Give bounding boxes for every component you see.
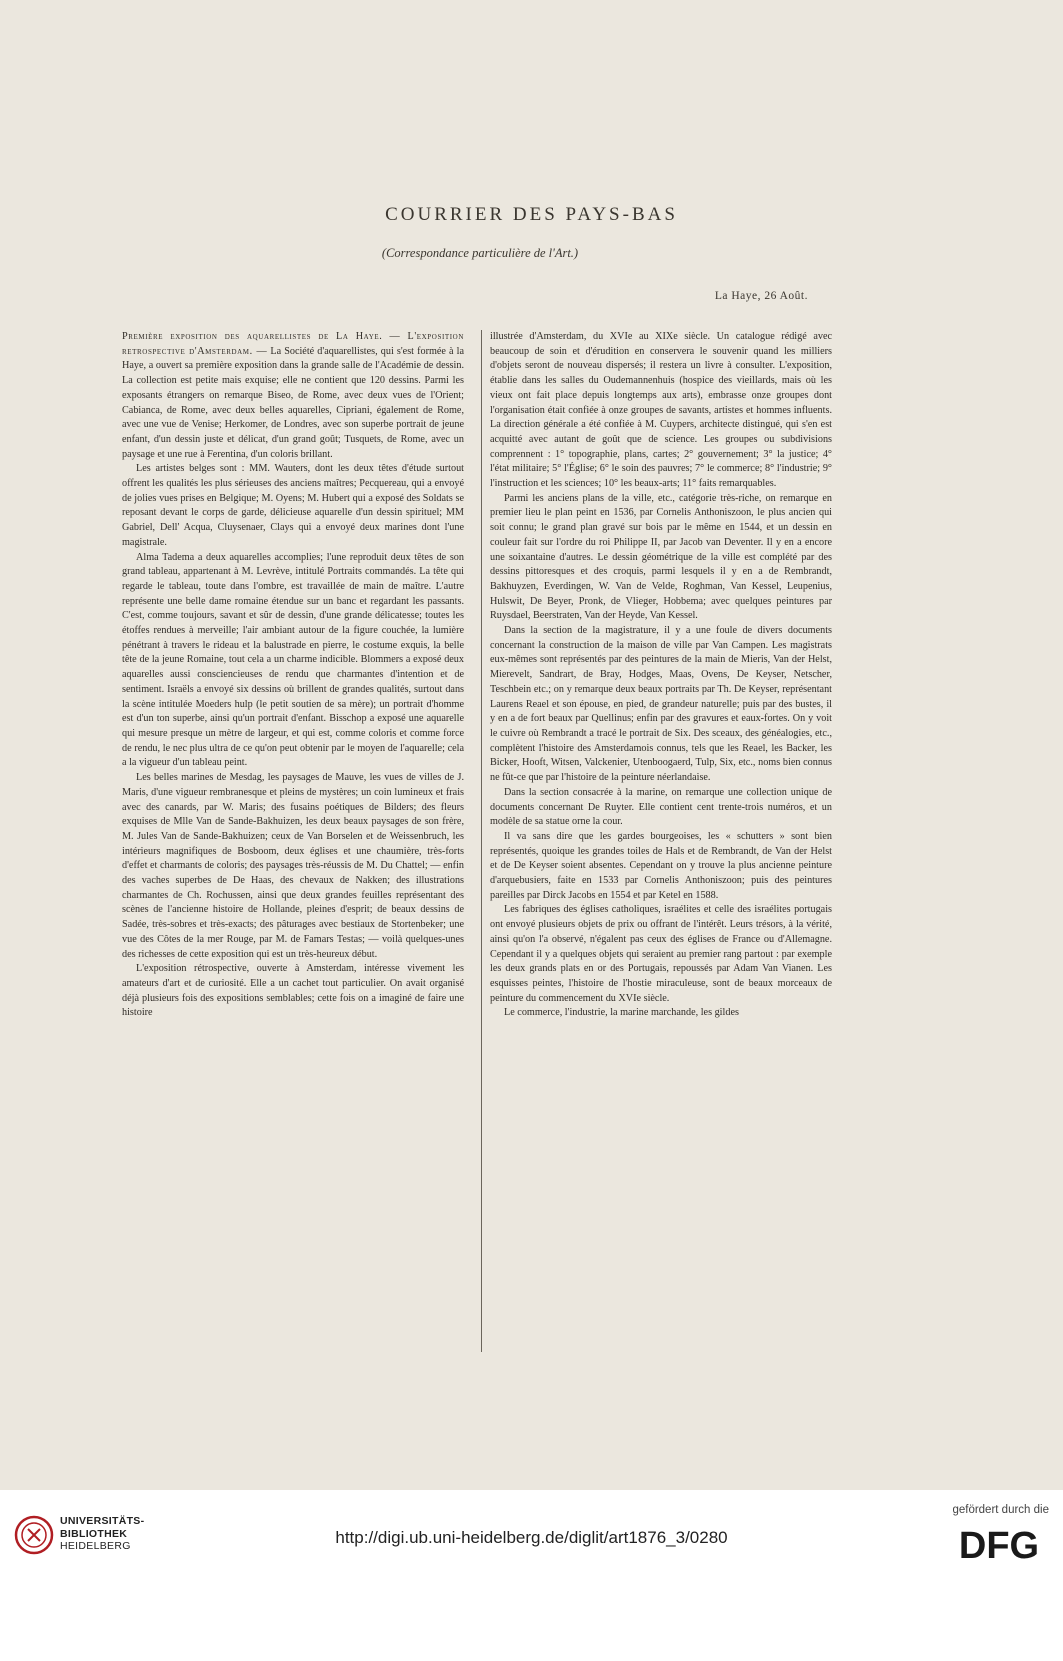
library-name-line: BIBLIOTHEK	[60, 1527, 128, 1540]
paragraph: Parmi les anciens plans de la ville, etc., catégorie très-riche, on remarque en premier lieu le plan peint en 1536, par Cornelis Anthoniszoon, le plus ancien qui soit connu; le grand plan gravé sur bois par le même en 1544, et un dessin en couleur fait sur l'ordre du roi Philippe II, par Jacob van Deventer. Il y en a encore une soixantaine d'autres. Le dessin géométrique de la ville est complété par des dessins pittoresques et des croquis, parmi lesquels il y en a de Rembrandt, Bakhuyzen, Everdingen, W. Van de Velde, Roghman, Van Kessel, Leupenius, Hulswit, De Beyer, Pronk, de Vlieger, Hobbema; avec quelques peintures par Ruysdael, Beerstraten, Van der Heyde, Van Kessel.	[490, 492, 832, 622]
paragraph: Dans la section consacrée à la marine, on remarque une collection unique de documents concernant De Ruyter. Elle contient cent trente-trois numéros, et un modèle de sa statue orne la cour.	[490, 786, 832, 828]
paragraph: Dans la section de la magistrature, il y a une foule de divers documents concernant la construction de la maison de ville par Van Campen. Les magistrats eux-mêmes sont représentés par des peintures de la main de Mieris, Van der Helst, Mierevelt, Sandrart, de Bray, Hodges, Maas, Ovens, De Keyser, Netscher, Teschbein etc.; on y remarque deux beaux portraits par Th. De Keyser, représentant Laurens Reael et son épouse, en pied, de grandeur naturelle; puis par des bustes, il y en a de fort beaux par Quellinus; enfin par des gravures et eaux-fortes. On y voit le cuivre où Rembrandt a tracé le portrait de Six. Des sceaux, des généalogies, etc., complètent l'histoire des Amsterdamois connus, tels que les Reael, les Backer, les Bicker, Hooft, Witsen, Valckenier, Utenboogaerd, Tulp, Six, etc., noms bien connus ne fût-ce que par l'histoire de la peinture néerlandaise.	[490, 625, 832, 784]
paragraph-text: La Société d'aquarellistes, qui s'est formée à la Haye, a ouvert sa première exposition dans la grande salle de l'Académie de dessin. La collection est petite mais exquise; elle ne contient que 120 dessins. Parmi les exposants étrangers on remarque Biseo, de Rome, avec deux vues de l'Orient; Cabianca, de Rome, avec deux belles aquarelles, Cipriani, également de Rome, avec une vue de Venise; Herkomer, de Londres, avec son superbe portrait de jeune enfant, d'un dessin juste et délicat, d'un grand goût; Tusquets, de Rome, avec un paysage et une rue à Ferentina, d'un coloris brillant.	[122, 345, 464, 460]
paragraph: L'exposition rétrospective, ouverte à Amsterdam, intéresse vivement les amateurs d'art et de curiosité. Elle a un cachet tout particulier. On avait organisé déjà plusieurs fois des expositions semblables; cette fois on a imaginé de faire une histoire	[122, 963, 464, 1019]
paragraph: illustrée d'Amsterdam, du XVIe au XIXe siècle. Un catalogue rédigé avec beaucoup de soin et d'érudition en conservera le souvenir quand les milliers d'objets seront de nouveau dispersés; il restera un livre à consulter. L'exposition, établie dans les salles du Oudemannenhuis (hospice des vieillards, mais où les vieux ont fait place depuis longtemps aux arts), embrasse onze groupes dont l'organisation était confiée à onze groupes de savants, artistes et hommes influents. La direction générale a été confiée à M. Cuypers, architecte distingué, qui s'en est acquitté avec autant de goût que de science. Les groupes ou subdivisions comprennent : 1° topographie, plans, cartes; 2° gouvernement; 3° la justice; 4° l'état militaire; 5° l'Église; 6° le soin des pauvres; 7° le commerce; 8° l'industrie; 9° l'instruction et les sciences; 10° les beaux-arts; 11° faits remarquables.	[490, 331, 832, 490]
paragraph: Les fabriques des églises catholiques, israélites et celle des israélites portugais ont envoyé plusieurs objets de prix ou offrant de l'intérêt. Leurs trésors, à la vérité, ainsi qu'on l'a observé, n'égalent pas ceux des églises de France ou d'Allemagne. Cependant il y a quelques objets qui seraient au premier rang partout : par exemple les deux grands plats en or des Portugais, repoussés par Adam Van Vianen. Les esquisses peintes, l'histoire de l'hostie miraculeuse, sont de beaux morceaux de peinture du commencement du XVIe siècle.	[490, 904, 832, 1004]
funding-text: gefördert durch die	[952, 1504, 1049, 1516]
article-subtitle: (Correspondance particulière de l'Art.)	[381, 246, 579, 260]
library-name-line: UNIVERSITÄTS-	[60, 1515, 145, 1527]
paragraph	[122, 330, 464, 462]
paragraph: Il va sans dire que les gardes bourgeoises, les « schutters » sont bien représentés, quoique les grandes toiles de Hals et de Rembrandt, de Van der Helst et de De Keyser soient absentes. Cependant on y trouve la plus ancienne peinture d'arquebusiers, faite en 1533 par Cornelis Anthoniszoon; puis des peintures pareilles par Dirck Jacobs en 1554 et par Ketel en 1588.	[490, 830, 832, 901]
paragraph: Le commerce, l'industrie, la marine marchande, les gildes	[504, 1007, 739, 1019]
paragraph: Les belles marines de Mesdag, les paysages de Mauve, les vues de villes de J. Maris, d'une vigueur rembranesque et pleins de mystères; un coin lumineux et frais avec des canards, par W. Maris; des fusains poétiques de Bilders; des fleurs exquises de Mlle Van de Sande-Bakhuizen, les deux beaux paysages de son frère, M. Jules Van de Sande-Bakhuizen; ceux de Van Borselen et de Weissenbruch, les intérieurs magnifiques de Bosboom, deux églises et une chaumière, très-forts d'effet et charmants de coloris; des paysages très-réussis de M. Du Chattel; — enfin des vaches superbes de De Haas, des chevaux de Nakken; des illustrations charmantes de Ch. Rochussen, ainsi que deux grandes feuilles représentant des scènes de l'ancienne histoire de Hollande, pleines d'esprit; de beaux dessins de Sadée, très-sobres et très-exacts; des pâturages avec bestiaux de Stortenbeker; une vue des Côtes de la mer Rouge, par M. de Famars Testas; — voilà quelques-unes des richesses de cette exposition qui est un très-heureux début.	[122, 772, 464, 960]
section-heading: Première exposition des aquarellistes de La Haye. — L'exposition retrospective d'Amsterdam. —	[122, 331, 464, 357]
article-title: COURRIER DES PAYS-BAS	[385, 204, 678, 225]
left-column	[122, 330, 464, 1021]
paragraph: Les artistes belges sont : MM. Wauters, dont les deux têtes d'étude surtout offrent les qualités les plus sérieuses des anciens maîtres; Pecquereau, qui a envoyé de jolies vues prises en Belgique; M. Oyens; M. Hubert qui a exposé des Soldats se reposant devant le corps de garde, délicieuse aquarelle d'un dessin spirituel; MM Gabriel, Dell' Acqua, Cluysenaer, Clays qui a envoyé deux marines dont l'une magistrale.	[122, 463, 464, 548]
dateline: La Haye, 26 Août.	[714, 290, 808, 302]
dfg-logo-text: DFG	[958, 1525, 1040, 1564]
paragraph: Alma Tadema a deux aquarelles accomplies; l'une reproduit deux têtes de son grand tableau, appartenant à M. Levrève, intitulé Portraits commandés. La tête qui regarde le tableau, toute dans l'ombre, est travaillée de main de maître. L'autre représente une belle dame romaine étendue sur un banc et regardant les passants. C'est, comme toujours, savant et sûr de dessin, d'une grande délicatesse; toutes les étoffes rendues à merveille; l'air ambiant autour de la figure couchée, la lumière pénétrant à travers le rideau et la balustrade en pierre, le costume exquis, la belle tête de la jeune Romaine, tout cela a un charme indicible. Blommers a exposé deux aquarelles aussi consciencieuses de rendu que charmantes d'intention et de sentiment. Israëls a envoyé six dessins où brillent de grandes qualités, surtout dans la scène intitulée Moeders hulp (le petit soutien de sa mère); un portrait d'homme est d'un ton superbe, ainsi qu'un portrait d'enfant. Bisschop a exposé une aquarelle qui mesure presque un mètre de largeur, et qui est, comme coloris et comme force de rendu, le nec plus ultra de ce qu'on peut obtenir par le moyen de l'aquarelle; cela a la vigueur d'un tableau peint.	[122, 551, 464, 769]
page-url-link[interactable]: http://digi.ub.uni-heidelberg.de/diglit/art1876_3/0280	[335, 1528, 728, 1547]
column-divider	[481, 330, 482, 1352]
right-column	[490, 330, 832, 1021]
dfg-logo[interactable]	[949, 1522, 1049, 1564]
library-name-line: HEIDELBERG	[60, 1540, 131, 1552]
